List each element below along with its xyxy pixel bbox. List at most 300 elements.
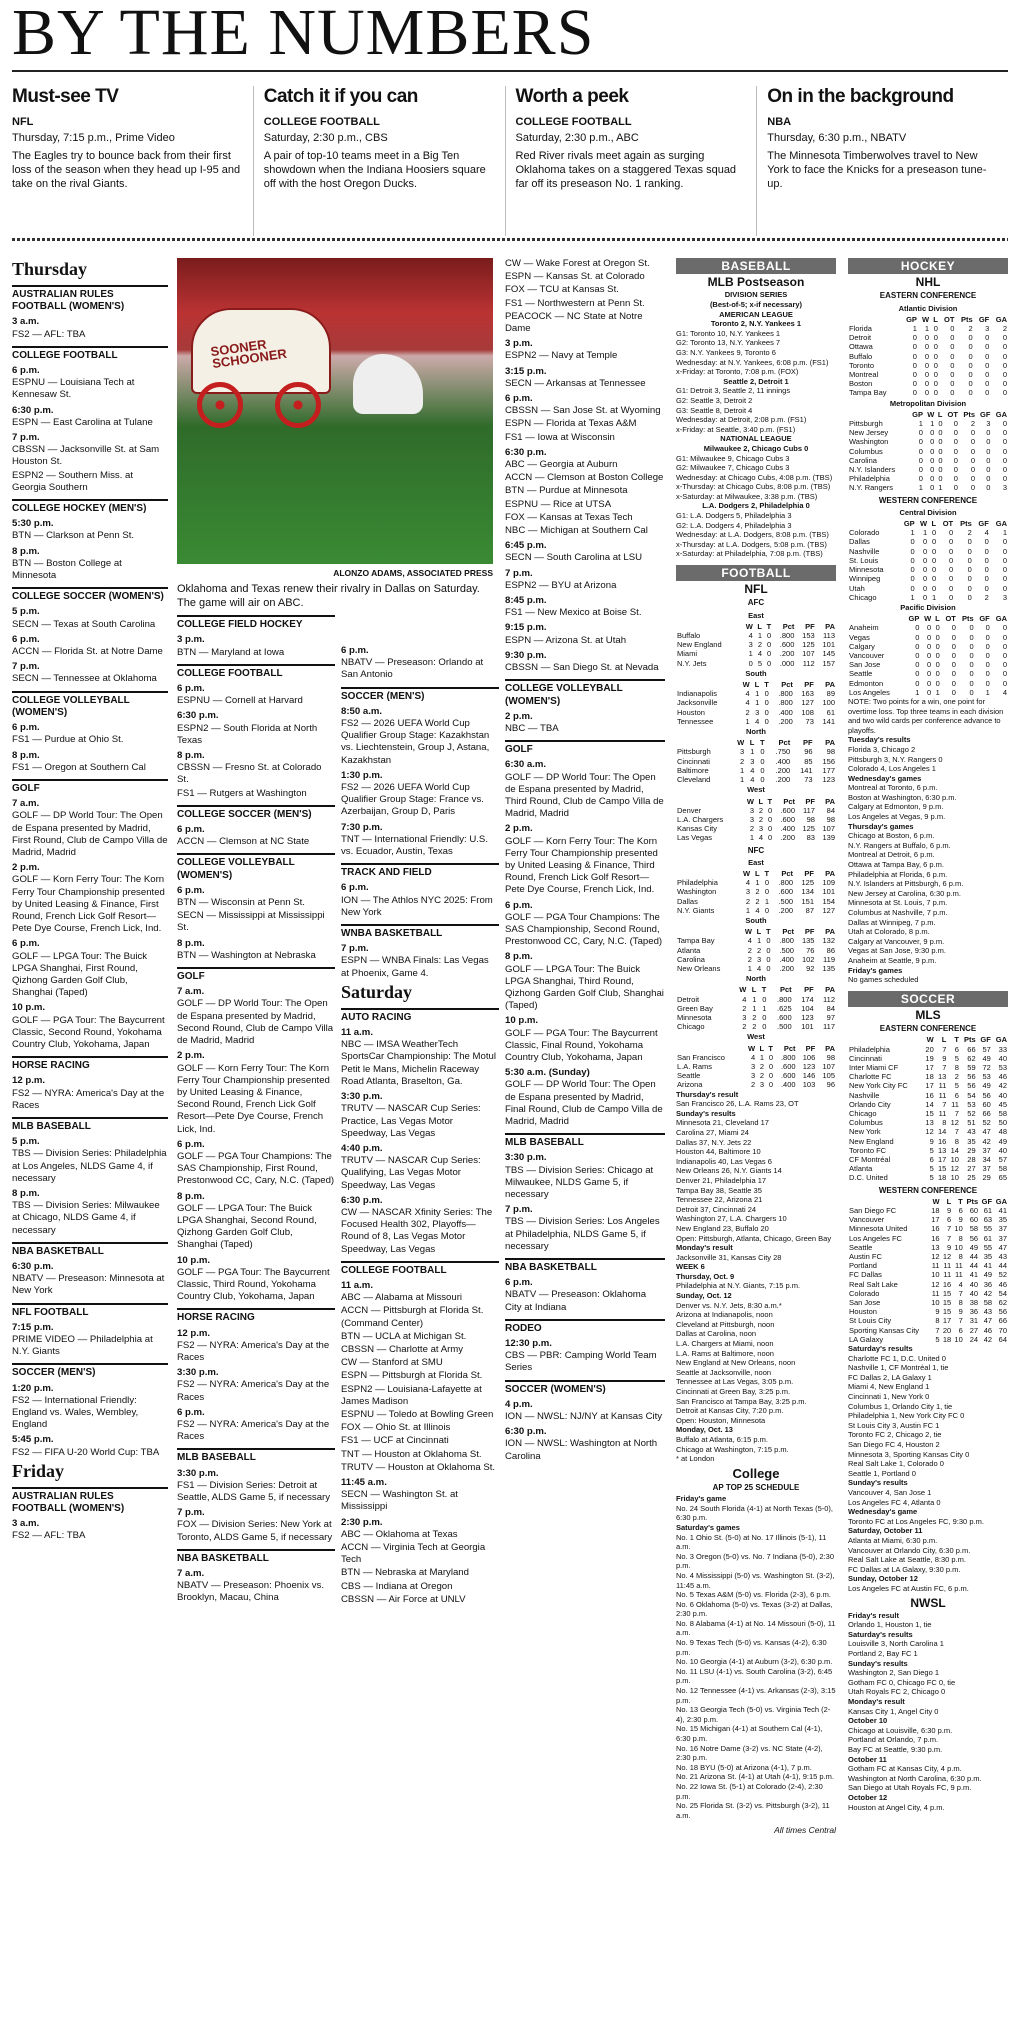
nwsl-schedule [848,1611,1008,1812]
stat-cell: .600 [777,1012,792,1022]
stat-cell: 0 [764,905,770,915]
standings-header-row [848,519,1008,528]
team-col-header [848,1197,929,1206]
stat-cell: 84 [826,1003,835,1013]
stat-col-header: W [737,738,745,748]
result-line: G1: Milwaukee 9, Chicago Cubs 3 [676,453,790,463]
listing-entry: FS2 — International Friendly: England vs. Wales, Wembley, England [12,1394,139,1431]
result-line: Orlando 1, Houston 1, tie [848,1620,932,1630]
stat-col-header: Pct [778,738,791,748]
result-line: Cleveland at Pittsburgh, noon [676,1319,775,1329]
listing-entry: FS1 — Iowa at Wisconsin [505,431,615,443]
mls-team-row [848,1280,1008,1289]
sport-header: COLLEGE VOLLEYBALL (WOMEN'S) [505,679,665,707]
stat-cell: 6 [946,1215,952,1225]
stat-cell: 101 [822,887,835,897]
stat-cell: 0 [918,437,923,447]
stat-cell: 0 [918,446,923,456]
teaser-head: Catch it if you can [263,86,418,107]
stat-cell: 17 [925,1081,934,1091]
stat-cell: 4 [1002,687,1007,697]
stat-cell: 0 [969,678,974,688]
stat-cell: 0 [918,428,923,438]
team-name: Jacksonville [677,698,718,708]
listing-entry: GOLF — PGA Tour: The Baycurrent Classic, Second Round, Yokohama Country Club, Yokohama, Japan [12,1014,165,1050]
stat-cell: 0 [968,388,973,398]
listing-time: 10 p.m. [177,1254,211,1266]
stat-cell: 54 [967,1090,976,1100]
division-header: East [748,610,764,620]
stat-cell: 0 [931,528,937,538]
stat-cell: 0 [915,678,920,688]
result-line: Wednesday: at Chicago Cubs, 4:08 p.m. (TBS) [676,472,833,482]
mls-team-row [848,1100,1008,1109]
stat-cell: 20 [925,1044,934,1054]
stat-cell: 2 [757,945,762,955]
team-name: Cincinnati [677,756,710,766]
stat-col-header: PF [805,621,815,631]
stat-cell: 1 [757,936,762,946]
listing-entry: ESPN2 — Southern Miss. at Georgia Southern [12,469,134,493]
stat-cell: 0 [968,342,973,352]
stat-col-header: OT [945,614,956,624]
result-line: Portland at Orlando, 7 p.m. [848,1735,939,1745]
listing-entry: FOX — Kansas at Texas Tech [505,511,633,523]
team-name: N.Y. Jets [677,658,707,668]
stat-cell: 113 [823,631,835,641]
team-name: Cincinnati [849,1053,882,1063]
teaser-kicker: NFL [12,116,34,128]
stat-cell: 40 [969,1288,979,1298]
teaser-worth-a-peek [516,86,758,236]
stat-cell: 0 [985,351,990,361]
stat-col-header: Pct [783,796,795,806]
standings-header-row [676,622,836,631]
result-line: No games scheduled [848,975,919,985]
stat-cell: 1 [985,687,990,697]
stat-cell: 1 [759,1052,765,1062]
team-name: Seattle [677,1071,701,1081]
day-header: Friday [12,1460,64,1481]
stat-cell: 8 [958,1298,963,1308]
stat-cell: 3 [749,805,754,815]
stat-cell: 109 [822,878,835,888]
stat-cell: 0 [950,360,955,370]
stat-cell: 1 [764,896,770,906]
listing-time: 6 p.m. [177,884,205,896]
photo-caption: Oklahoma and Texas renew their rivalry in Dallas on Saturday. The game will air on ABC. [177,583,480,610]
stat-cell: 89 [826,689,835,699]
stat-cell: .800 [777,994,792,1004]
division-header: Central Division [899,507,957,517]
team-name: San Diego FC [849,1206,897,1216]
standings-table [848,1035,1008,1182]
stat-cell: 0 [984,546,989,556]
result-line: G1: Toronto 10, N.Y. Yankees 1 [676,328,781,338]
stat-cell: 29 [982,1173,991,1183]
stat-col-header: W [744,927,752,937]
stat-cell: 1 [750,747,755,757]
mls-team-row [848,1335,1008,1344]
team-name: L.A. Chargers [677,814,724,824]
listing-time: 6:30 p.m. [177,710,219,722]
stat-cell: 37 [982,1164,991,1174]
stat-col-header: GF [979,614,990,624]
team-name: Columbus [849,1118,883,1128]
stat-cell: 83 [806,833,815,843]
sport-header: HORSE RACING [12,1056,168,1072]
nfl-team-row [676,649,836,658]
stat-cell: 12 [925,1127,934,1137]
team-col-header [676,680,738,689]
listing-entry: SECN — Mississippi at Mississippi St. [177,910,325,934]
stat-cell: 2 [745,707,750,717]
stat-cell: 0 [1002,455,1007,465]
nhl-team-row [848,352,1008,361]
sport-header: COLLEGE VOLLEYBALL (WOMEN'S) [12,691,168,719]
nhl-team-row [848,642,1008,651]
stat-cell: 47 [982,1127,991,1137]
stat-cell: 53 [967,1099,976,1109]
stat-cell: 4 [747,936,752,946]
division-header: Pacific Division [900,602,956,612]
stat-cell: 0 [951,678,956,688]
mls-team-row [848,1146,1008,1155]
listing-time: 6 p.m. [177,683,205,695]
stat-cell: 0 [767,658,772,668]
team-name: Washington [677,887,717,897]
stat-cell: 0 [912,360,917,370]
team-name: Green Bay [677,1003,713,1013]
stat-cell: 16 [931,1233,940,1243]
stat-cell: 123 [802,1061,816,1071]
stat-cell: 2 [759,1071,765,1081]
standings-header-row [676,1044,836,1053]
stat-cell: 2 [758,814,764,824]
stat-col-header: W [921,314,930,324]
stat-cell: 0 [1002,623,1007,633]
stat-cell: 0 [764,878,770,888]
stat-cell: 15 [942,1298,952,1308]
college-title: College [732,1465,780,1481]
stat-cell: 0 [767,640,772,650]
stat-cell: 3 [750,756,755,766]
stat-cell: 117 [823,1022,835,1032]
stat-cell: 7 [942,1062,947,1072]
stat-cell: 0 [948,537,954,547]
stat-cell: 0 [927,641,932,651]
stat-cell: 0 [927,632,932,642]
result-line: Real Salt Lake 1, Colorado 0 [848,1459,944,1469]
mls-team-row [848,1326,1008,1335]
stat-cell: 0 [768,1061,773,1071]
result-line: Gotham FC at Kansas City, 4 p.m. [848,1764,962,1774]
stat-cell: 0 [762,1022,767,1032]
result-line: Portland 2, Bay FC 1 [848,1649,918,1659]
result-line: Miami 4, New England 1 [848,1382,930,1392]
stat-cell: 63 [983,1215,993,1225]
stat-cell: 139 [822,833,835,843]
stat-cell: 73 [805,716,814,726]
stat-col-header: T [958,1196,963,1206]
listing-time: 7 a.m. [177,1568,205,1580]
stat-cell: 0 [924,370,930,380]
stat-cell: 127 [822,905,835,915]
result-line: Cincinnati 1, New York 0 [848,1392,930,1402]
schedule-subhead: Wednesday's game [848,1507,918,1517]
sport-header: NBA BASKETBALL [177,1549,335,1565]
listing-entry: FOX — TCU at Kansas St. [505,284,619,296]
stat-cell: 0 [767,814,773,824]
stat-cell: 132 [822,936,835,946]
stat-cell: 0 [951,687,956,697]
listing-entry: BTN — Clarkson at Penn St. [12,530,135,542]
stat-col-header: GA [995,409,1007,419]
listing-entry: ESPNU — Rice at UTSA [505,498,612,510]
listing-entry: ESPN — Pittsburgh at Florida St. [341,1370,483,1382]
stat-cell: 0 [984,537,989,547]
schedule-subhead: Sunday's results [676,1108,736,1118]
nfl-team-row [676,659,836,668]
stat-cell: 13 [925,1118,934,1128]
stat-cell: 0 [938,446,943,456]
listing-entry: FS2 — NYRA: America's Day at the Races [177,1418,330,1443]
stat-cell: 0 [760,765,765,775]
listing-time: 3 a.m. [12,1518,40,1530]
listing-time: 7 p.m. [505,1204,533,1216]
stat-cell: 0 [1002,465,1007,475]
team-name: Boston [849,379,873,389]
football-header: FOOTBALL [676,565,836,581]
stat-cell: 0 [953,428,958,438]
sport-header: COLLEGE SOCCER (WOMEN'S) [12,587,168,603]
stat-cell: 6 [954,1090,959,1100]
stat-cell: 0 [762,994,767,1004]
stat-col-header: PF [805,796,815,806]
listing-time: 3:30 p.m. [177,1367,219,1379]
schedule-subhead: Tuesday's results [848,735,911,745]
stat-cell: 0 [951,632,956,642]
stat-cell: 4 [757,649,763,659]
wagon-lettering: SOONER SCHOONER [209,336,288,372]
stat-cell: 57 [998,1155,1007,1164]
result-line: Chicago at Louisville, 6:30 p.m. [848,1725,953,1735]
listing-entry: ACCN — Virginia Tech at Georgia Tech [341,1542,486,1566]
stat-cell: 87 [805,905,814,915]
result-line: G2: L.A. Dodgers 4, Philadelphia 3 [676,520,792,530]
mls-team-row [848,1118,1008,1127]
stat-cell: .400 [780,824,795,834]
nfl-team-row [676,775,836,784]
times-note: All times Central [774,1825,836,1836]
listing-entry: FS1 — Oregon at Southern Cal [12,761,146,773]
listing-entry: BTN — UCLA at Michigan St. [341,1330,467,1342]
team-name: Charlotte FC [849,1072,892,1082]
stat-cell: 1 [918,483,923,493]
teaser-must-see [12,86,254,236]
team-name: Anaheim [849,623,879,633]
result-line: No. 8 Alabama (4-1) at No. 14 Missouri (5-0), 11 a.m. [676,1618,836,1638]
stat-cell: 96 [826,1080,835,1090]
stat-cell: 0 [950,379,955,389]
nfl-team-row [676,897,836,906]
listing-entry: ESPN2 — South Florida at North Texas [177,722,318,746]
result-line: L.A. Rams at Baltimore, noon [676,1348,774,1358]
stat-cell: 44 [969,1261,979,1271]
team-name: New York City FC [849,1081,908,1091]
listing-entry: ESPN2 — Navy at Temple [505,350,618,362]
stat-cell: 0 [915,623,920,633]
listing-time: 8 p.m. [12,749,40,761]
division-header: North [746,974,766,984]
stat-cell: 43 [967,1127,976,1137]
stat-col-header: Pts [960,519,972,529]
stat-cell: 0 [748,658,753,668]
stat-cell: 1 [931,592,937,602]
stat-cell: 3 [757,954,762,964]
listing-time: 8 p.m. [505,951,533,963]
stat-cell: 0 [922,583,928,593]
stat-cell: 0 [1002,437,1007,447]
stat-cell: 1 [740,765,745,775]
stat-cell: 0 [948,546,954,556]
listing-entry: CBSSN — San Jose St. at Wyoming [505,405,661,417]
stat-cell: 0 [912,370,917,380]
stat-col-header: Pts [966,1196,979,1206]
schedule-subhead: Saturday's games [676,1522,740,1532]
stat-cell: .500 [778,896,794,906]
stat-cell: 0 [933,342,938,352]
nhl-team-row [848,428,1008,437]
stat-cell: 11 [931,1261,940,1271]
listing-entry: TRUTV — NASCAR Cup Series: Qualifying, Las Vegas Motor Speedway, Las Vegas [341,1155,481,1191]
stat-col-header: GA [995,1196,1007,1206]
stat-cell: 42 [983,1288,993,1298]
stat-cell: 1 [748,649,753,659]
wheel-graphic [197,382,243,428]
stat-cell: 2 [750,1080,756,1090]
stat-cell: 37 [982,1145,991,1155]
nfl-team-row [676,1053,836,1062]
stat-col-header: Pts [961,314,973,324]
result-line: FC Dallas at LA Galaxy, 9:30 p.m. [848,1564,961,1574]
stat-cell: 0 [970,446,975,456]
stat-col-header: GP [908,614,920,624]
stat-col-header: PA [825,680,835,690]
stat-cell: 103 [802,1080,816,1090]
team-name: Detroit [677,994,700,1004]
team-col-header [676,622,741,631]
listing-time: 6 p.m. [177,1138,205,1150]
stat-cell: 1 [755,698,760,708]
nhl-west-standings [848,507,1008,697]
stat-cell: 141 [800,765,813,775]
result-line: Utah at Colorado, 8 p.m. [848,927,930,937]
standings-header-row [848,1035,1008,1044]
nfl-team-row [676,1071,836,1080]
stat-cell: 0 [931,546,937,556]
stat-col-header: L [754,680,760,690]
result-line: NOTE: Two points for a win, one point for overtime loss. Top three teams in each division and two wild cards per conference advance to playoffs. [848,696,1004,735]
team-col-header [848,315,901,324]
team-name: Carolina [849,455,877,465]
listing-entry: GOLF — PGA Tour Champions: The SAS Championship, Second Round, Prestonwood CC, Cary, N.C. (Taped) [505,911,663,948]
stat-cell: 0 [948,574,954,584]
sport-header: RODEO [505,1319,665,1335]
stat-cell: 0 [924,360,930,370]
stat-cell: .000 [779,658,795,668]
listing-entry: SECN — Washington St. at Mississippi [341,1489,458,1513]
stat-cell: 9 [929,1136,934,1146]
stat-cell: 12 [950,1164,959,1174]
stat-cell: 0 [986,474,991,484]
stat-cell: 35 [983,1252,993,1262]
stat-cell: .600 [780,814,795,824]
stat-cell: 1 [935,687,940,697]
nfl-team-row [676,1022,836,1031]
standings-header-row [676,797,836,806]
standings-table [848,315,1008,398]
stat-cell: 2 [757,640,763,650]
stat-cell: 10 [954,1334,963,1344]
stat-cell: 156 [822,756,835,766]
stat-cell: 123 [801,1012,814,1022]
mls-east-standings [848,1035,1008,1182]
stat-cell: 0 [986,428,991,438]
stat-cell: 0 [924,379,930,389]
stat-cell: .600 [779,640,795,650]
listing-time: 9:30 p.m. [505,649,547,661]
stat-cell: 36 [983,1279,993,1289]
listing-entry: ESPN — Florida at Texas A&M [505,418,637,430]
stat-cell: 106 [802,1052,816,1062]
division-header: West [747,785,765,795]
stat-cell: 0 [1002,669,1007,679]
stat-cell: 0 [970,455,975,465]
stat-col-header: GP [903,519,915,529]
stat-cell: 3 [748,640,753,650]
team-name: LA Galaxy [849,1334,884,1344]
listing-entry: ESPN2 — BYU at Arizona [505,579,617,591]
stat-cell: 2 [742,1022,747,1032]
stat-col-header: W [932,1196,940,1206]
stat-cell: 1 [752,1003,757,1013]
result-line: Pittsburgh 3, N.Y. Rangers 0 [848,754,943,764]
listing-entry: FS2 — 2026 UEFA World Cup Qualifier Group Stage: France vs. Azerbaijan, Group D, Paris [341,782,484,818]
listing-entry: TRUTV — NASCAR Cup Series: Practice, Las Vegas Motor Speedway, Las Vegas [341,1103,481,1139]
standings-header-row [848,614,1008,623]
stat-cell: 12 [950,1118,959,1128]
stat-cell: 42 [998,1081,1007,1091]
stat-cell: 7 [958,1316,963,1326]
schedule-subhead: Sunday's results [848,1478,908,1488]
result-subhead: Milwaukee 2, Chicago Cubs 0 [703,443,809,453]
result-line: No. 11 LSU (4-1) vs. South Carolina (3-2), 6:45 p.m. [676,1666,833,1686]
sport-header: WNBA BASKETBALL [341,924,499,940]
team-name: Colorado [849,1288,880,1298]
stat-cell: 29 [967,1145,976,1155]
listing-entry: CBSSN — San Diego St. at Nevada [505,662,659,674]
stat-cell: 49 [982,1081,991,1091]
stat-cell: 0 [910,555,915,565]
mls-team-row [848,1063,1008,1072]
result-line: Montreal at Detroit, 6 p.m. [848,850,935,860]
stat-cell: 3 [986,419,991,429]
stat-cell: .500 [777,1022,792,1032]
team-name: Atlanta [849,1164,873,1174]
listing-time: 6 p.m. [341,882,369,894]
result-line: Cincinnati at Green Bay, 3:25 p.m. [676,1387,791,1396]
